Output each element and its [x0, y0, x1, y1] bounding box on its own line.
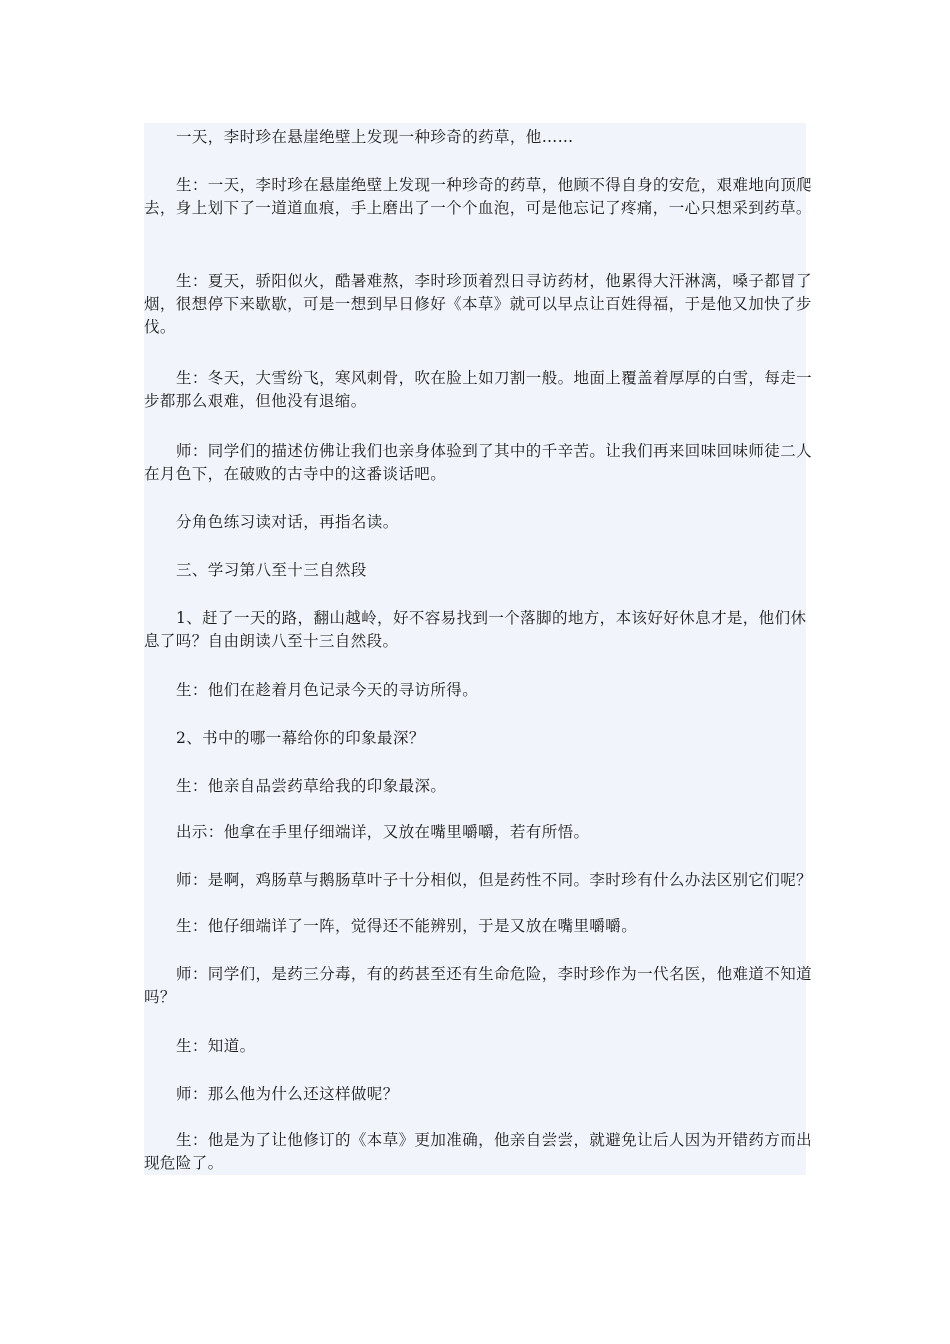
section-heading: 三、学习第八至十三自然段 — [176, 561, 367, 579]
paragraph-11: 出示：他拿在手里仔细端详，又放在嘴里嚼嚼，若有所悟。 — [176, 823, 590, 841]
paragraph-1: 一天，李时珍在悬崖绝壁上发现一种珍奇的药草，他…… — [176, 128, 574, 146]
paragraph-17: 生：他是为了让他修订的《本草》更加准确，他亲自尝尝，就避免让后人因为开错药方而出现危险了。 — [144, 1131, 813, 1172]
paragraph-14: 师：同学们，是药三分毒，有的药甚至还有生命危险，李时珍作为一代名医，他难道不知道吗？ — [144, 965, 813, 1006]
paragraph-16: 师：那么他为什么还这样做呢？ — [176, 1085, 399, 1103]
paragraph-9: 2、书中的哪一幕给你的印象最深？ — [176, 729, 425, 747]
paragraph-7: 1、赶了一天的路，翻山越岭，好不容易找到一个落脚的地方，本该好好休息才是，他们休息了吗？自由朗读八至十三自然段。 — [144, 609, 807, 650]
paragraph-13: 生：他仔细端详了一阵，觉得还不能辨别，于是又放在嘴里嚼嚼。 — [176, 917, 638, 935]
paragraph-8: 生：他们在趁着月色记录今天的寻访所得。 — [176, 681, 479, 699]
paragraph-2: 生：一天，李时珍在悬崖绝壁上发现一种珍奇的药草，他顾不得自身的安危，艰难地向顶爬去，身上划下了一道道血痕，手上磨出了一个个血泡，可是他忘记了疼痛，一心只想采到药草。 — [144, 176, 813, 217]
paragraph-10: 生：他亲自品尝药草给我的印象最深。 — [176, 777, 447, 795]
paragraph-5: 师：同学们的描述仿佛让我们也亲身体验到了其中的千辛苦。让我们再来回味回味师徒二人在月色下，在破败的古寺中的这番谈话吧。 — [144, 442, 813, 483]
paragraph-15: 生：知道。 — [176, 1037, 256, 1055]
paragraph-12: 师：是啊，鸡肠草与鹅肠草叶子十分相似，但是药性不同。李时珍有什么办法区别它们呢？ — [176, 871, 813, 889]
paragraph-6: 分角色练习读对话，再指名读。 — [176, 513, 399, 531]
paragraph-4: 生：冬天，大雪纷飞，寒风刺骨，吹在脸上如刀割一般。地面上覆盖着厚厚的白雪，每走一步都那么艰难，但他没有退缩。 — [144, 369, 813, 410]
paragraph-3: 生：夏天，骄阳似火，酷暑难熬，李时珍顶着烈日寻访药材，他累得大汗淋漓，嗓子都冒了烟，很想停下来歇歇，可是一想到早日修好《本草》就可以早点让百姓得福，于是他又加快了步伐。 — [144, 272, 813, 336]
